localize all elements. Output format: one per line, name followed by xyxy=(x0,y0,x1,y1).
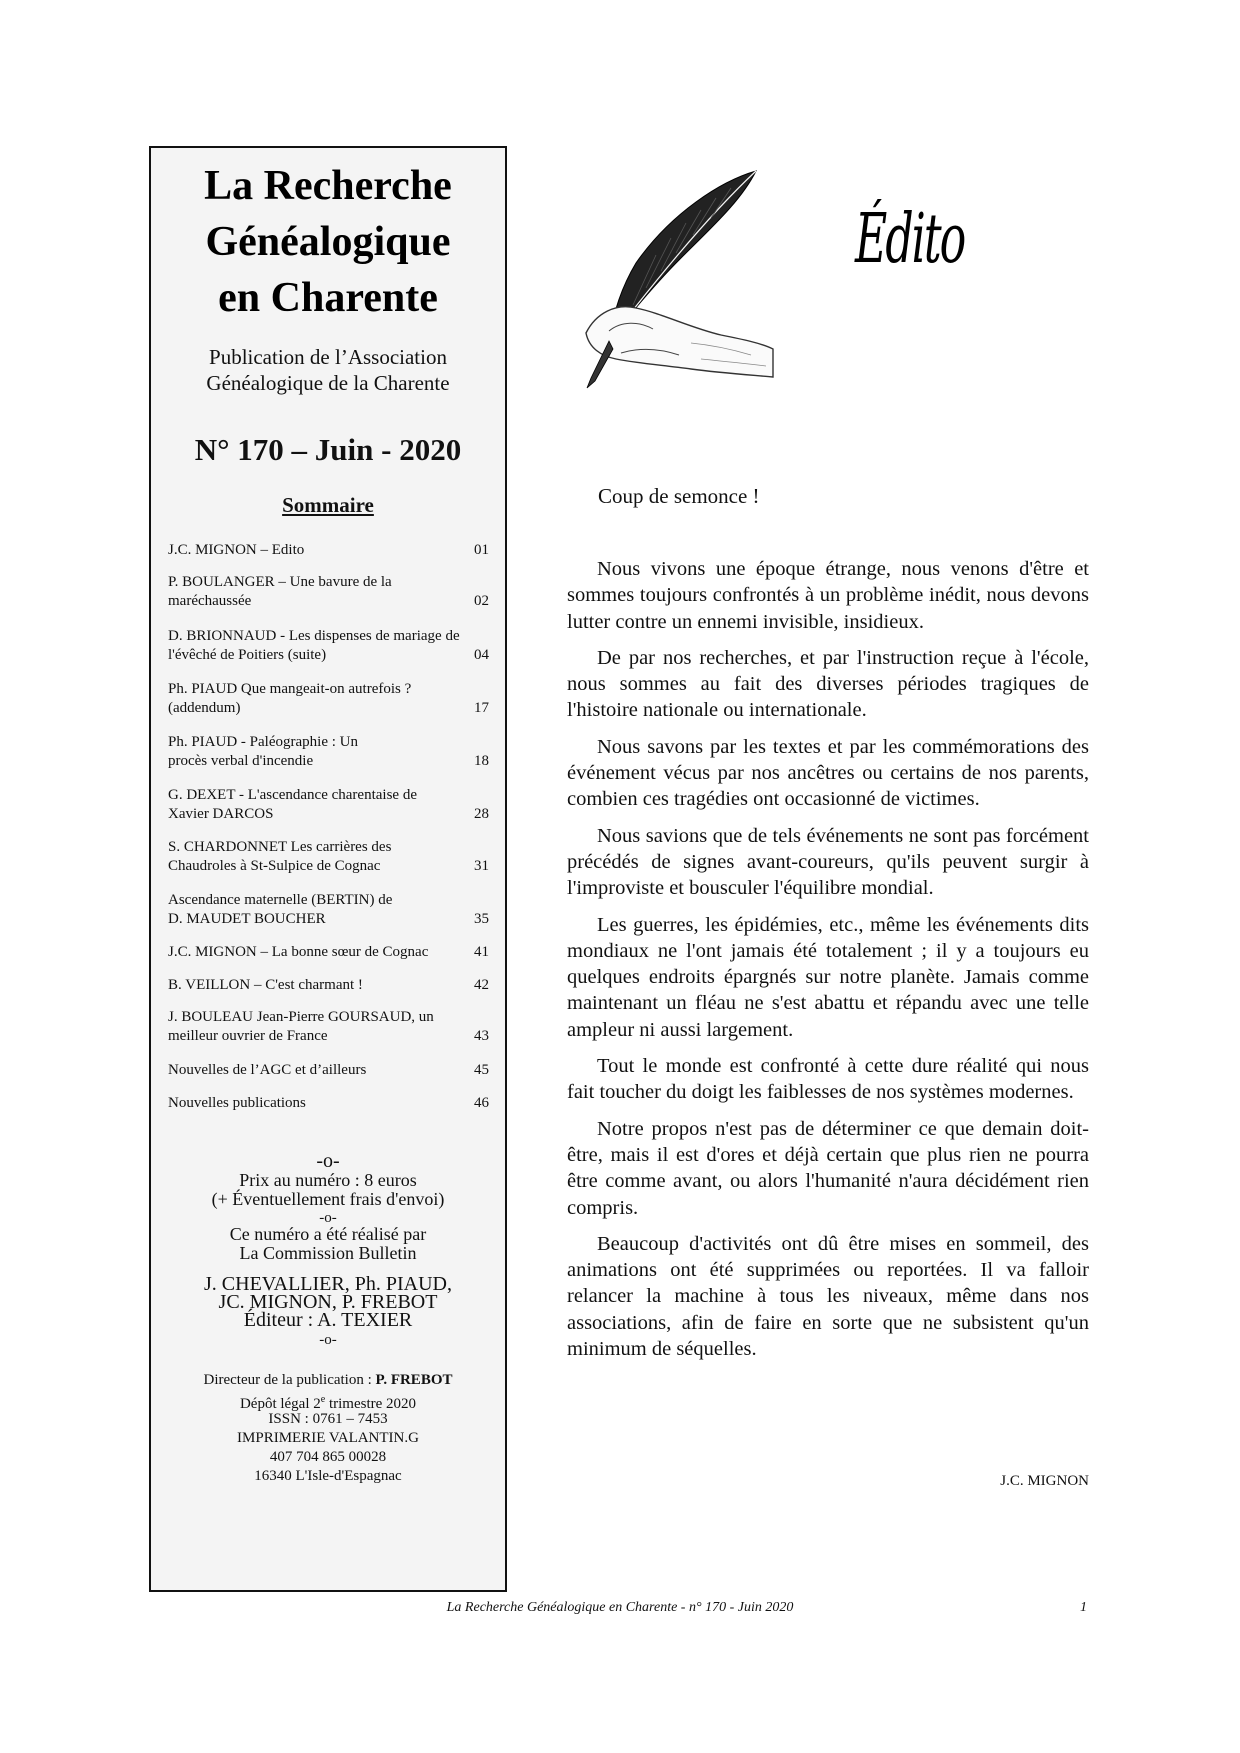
printer-line: IMPRIMERIE VALANTIN.G xyxy=(237,1430,419,1446)
journal-title-line-1: La Recherche xyxy=(204,163,452,209)
quill-hand-illustration xyxy=(561,163,776,403)
depot-prefix: Dépôt légal 2 xyxy=(239,1396,321,1412)
toc-entry-page: 35 xyxy=(474,911,489,927)
toc-entry-text: J.C. MIGNON – La bonne sœur de Cognac xyxy=(168,944,429,960)
toc-entry-text: Nouvelles de l’AGC et d’ailleurs xyxy=(168,1062,367,1078)
toc-entry-text: P. BOULANGER – Une bavure de la maréchaussée xyxy=(168,574,392,609)
edito-paragraph: Nous savions que de tels événements ne sont pas forcément précédés de signes avant-coureurs, qu'ils peuvent surgir à l'improviste et bousculer l'équilibre mondial. xyxy=(567,824,1089,900)
toc-entry-page: 46 xyxy=(474,1095,489,1111)
toc-entry[interactable] xyxy=(168,943,489,962)
toc-entry[interactable] xyxy=(168,680,489,718)
toc-entry-text: Ph. PIAUD - Paléographie : Un procès verbal d'incendie xyxy=(168,734,358,769)
toc-entry-page: 45 xyxy=(474,1062,489,1078)
depot-suffix: trimestre 2020 xyxy=(325,1396,417,1412)
separator: -o- xyxy=(316,1150,340,1172)
journal-title-line-3: en Charente xyxy=(218,275,438,321)
toc-entry-page: 01 xyxy=(474,542,489,558)
director-label: Directeur de la publication : xyxy=(203,1372,376,1388)
toc-entry-page: 41 xyxy=(474,944,489,960)
edito-article xyxy=(567,556,1089,1372)
shipping-text: (+ Éventuellement frais d'envoi) xyxy=(211,1189,445,1209)
edito-lead: Coup de semonce ! xyxy=(598,484,760,508)
subtitle-line-1: Publication de l’Association xyxy=(209,345,447,369)
price-text: Prix au numéro : 8 euros xyxy=(239,1170,417,1190)
toc-entry[interactable] xyxy=(168,1094,489,1113)
toc-entry-page: 42 xyxy=(474,977,489,993)
depot-sup: e xyxy=(320,1394,326,1405)
toc-entry[interactable] xyxy=(168,786,489,824)
toc-entry-page: 02 xyxy=(474,593,489,609)
sommaire-heading: Sommaire xyxy=(282,493,374,517)
toc-entry-page: 04 xyxy=(474,647,489,663)
printer-city-line: 16340 L'Isle-d'Espagnac xyxy=(254,1468,402,1484)
separator: -o- xyxy=(319,1332,337,1348)
toc-entry[interactable] xyxy=(168,838,489,876)
toc-entry-page: 18 xyxy=(474,753,489,769)
members-line-2: JC. MIGNON, P. FREBOT xyxy=(218,1291,438,1313)
subtitle-line-2: Généalogique de la Charente xyxy=(206,371,450,395)
toc-entry-text: J.C. MIGNON – Edito xyxy=(168,542,305,558)
made-by-line-1: Ce numéro a été réalisé par xyxy=(229,1224,427,1244)
director-line xyxy=(151,1371,505,1389)
edito-signature: J.C. MIGNON xyxy=(1000,1473,1089,1489)
toc-entry[interactable] xyxy=(168,573,489,611)
edito-paragraph: Tout le monde est confronté à cette dure réalité qui nous fait toucher du doigt les faiblesses de nos systèmes modernes. xyxy=(567,1055,1089,1104)
sidebar-box xyxy=(149,146,507,1592)
director-name: P. FREBOT xyxy=(375,1372,453,1388)
toc-entry-text: B. VEILLON – C'est charmant ! xyxy=(168,977,363,993)
members-line-1: J. CHEVALLIER, Ph. PIAUD, xyxy=(204,1273,452,1295)
edito-paragraph: Nous vivons une époque étrange, nous venons d'être et sommes toujours confrontés à un problème inédit, nous devons lutter contre un ennemi invisible, insidieux. xyxy=(567,558,1089,633)
toc-entry[interactable] xyxy=(168,891,489,929)
edito-paragraph: Beaucoup d'activités ont dû être mises en sommeil, des animations ont été supprimées ou reportées. Il va falloir relancer la machine à tous les niveaux, même dans nos associations, afin de faire en sorte que ne subsistent qu'un minimum de séquelles. xyxy=(567,1232,1089,1361)
toc-entry-text: Nouvelles publications xyxy=(168,1095,306,1111)
toc-entry[interactable] xyxy=(168,1008,489,1046)
toc-entry-text: Ph. PIAUD Que mangeait-on autrefois ? (addendum) xyxy=(168,681,412,716)
toc-entry-page: 17 xyxy=(474,700,489,716)
toc-entry-text: J. BOULEAU Jean-Pierre GOURSAUD, un meilleur ouvrier de France xyxy=(168,1009,434,1044)
toc-entry-text: G. DEXET - L'ascendance charentaise de Xavier DARCOS xyxy=(168,787,417,822)
journal-title-line-2: Généalogique xyxy=(205,219,451,265)
toc-entry[interactable] xyxy=(168,627,489,665)
edito-paragraph: De par nos recherches, et par l'instruction reçue à l'école, nous sommes au fait des diverses périodes tragiques de l'histoire nationale ou internationale. xyxy=(567,646,1089,722)
issue-number: N° 170 – Juin - 2020 xyxy=(194,432,462,467)
footer-running-title: La Recherche Généalogique en Charente - n° 170 - Juin 2020 xyxy=(446,1600,794,1615)
made-by-line-2: La Commission Bulletin xyxy=(239,1243,417,1263)
printer-id-line: 407 704 865 00028 xyxy=(269,1449,387,1465)
toc-entry-text: S. CHARDONNET Les carrières des Chaudroles à St-Sulpice de Cognac xyxy=(168,839,392,874)
toc-entry[interactable] xyxy=(168,733,489,771)
toc-entry[interactable] xyxy=(168,541,489,560)
toc-entry-page: 31 xyxy=(474,858,489,874)
toc-entry-text: Ascendance maternelle (BERTIN) de D. MAUDET BOUCHER xyxy=(168,892,393,927)
issn-line: ISSN : 0761 – 7453 xyxy=(268,1411,388,1427)
toc-entry[interactable] xyxy=(168,1061,489,1080)
publisher-subtitle xyxy=(151,344,505,396)
toc-entry-text: D. BRIONNAUD - Les dispenses de mariage de l'évêché de Poitiers (suite) xyxy=(168,628,460,663)
toc-entry-page: 28 xyxy=(474,806,489,822)
editor-line: Éditeur : A. TEXIER xyxy=(243,1309,413,1331)
toc-entry-page: 43 xyxy=(474,1028,489,1044)
page-number: 1 xyxy=(1080,1600,1087,1615)
edito-paragraph: Les guerres, les épidémies, etc., même les événements dits mondiaux ne l'ont jamais été totalement ; il y a toujours eu quelques endroits épargnés sur notre planète. Jamais comme maintenant un fléau ne s'est abattu et répandu avec une telle ampleur ni aussi largement. xyxy=(567,913,1089,1041)
toc-entry[interactable] xyxy=(168,976,489,995)
separator: -o- xyxy=(319,1210,337,1226)
edito-paragraph: Notre propos n'est pas de déterminer ce que demain doit-être, mais il est d'ores et déjà certain que plus rien ne pourra être comme avant, ou alors l'humanité n'aura décidément rien compris. xyxy=(567,1117,1089,1219)
edito-heading: Édito xyxy=(855,200,965,279)
edito-paragraph: Nous savons par les textes et par les commémorations des événement vécus par nos ancêtres ou certains de nos parents, combien ces tragédies ont occasionné de victimes. xyxy=(567,735,1089,811)
